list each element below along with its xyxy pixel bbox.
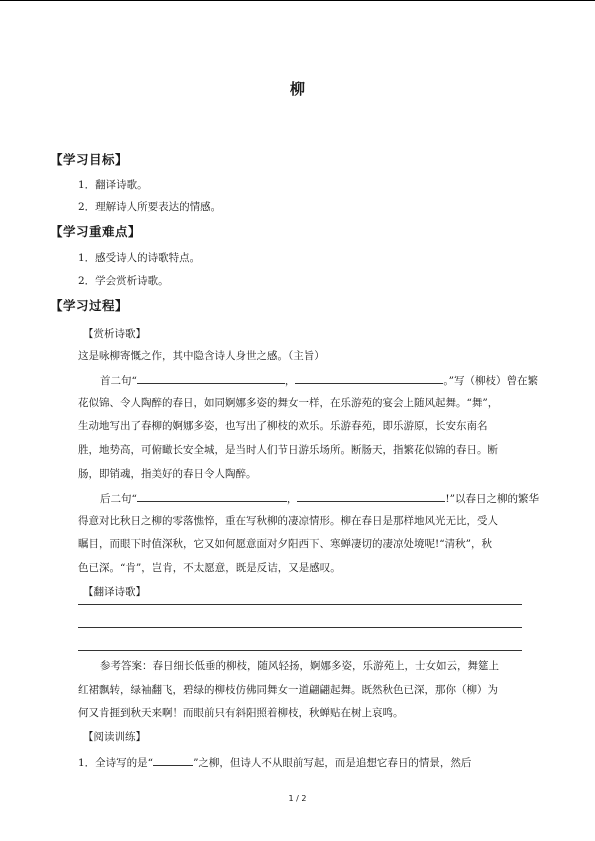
para1-line-1: 花似锦、令人陶醉的春日，如同婀娜多姿的舞女一样，在乐游苑的宴会上随风起舞。“舞”， xyxy=(78,397,499,409)
page-title: 柳 xyxy=(289,80,305,98)
key-item-2: 2．学会赏析诗歌。 xyxy=(78,275,169,287)
para1-line-4: 肠，即销魂，指美好的春日令人陶醉。 xyxy=(78,468,257,480)
para1-line-2: 生动地写出了春柳的婀娜多姿，也写出了柳枝的欢乐。乐游春苑，即乐游原，长安东南名 xyxy=(78,420,488,432)
para1-first-line xyxy=(100,371,538,388)
answer-line-2[interactable] xyxy=(78,627,522,628)
para2-lead: 后二句“ xyxy=(100,493,137,505)
para2-close: !”以春日之柳的繁华 xyxy=(445,493,539,505)
para1-blank-1[interactable] xyxy=(137,371,285,384)
header-rule xyxy=(0,0,595,1)
para2-comma: ， xyxy=(286,493,298,505)
reference-line-2: 红裙飘转，绿袖翻飞，碧绿的柳枝仿佛同舞女一道翩翩起舞。既然秋色已深，那你（柳）为 xyxy=(78,684,498,696)
para2-blank-2[interactable] xyxy=(297,489,445,502)
para2-first-line xyxy=(100,489,539,506)
q1-lead: 1．全诗写的是“ xyxy=(78,757,154,769)
para1-lead: 首二句“ xyxy=(100,375,137,387)
reading-label: 【阅读训练】 xyxy=(83,731,146,743)
goal-item-1: 1．翻译诗歌。 xyxy=(78,179,148,191)
para1-close: 。”写（柳枝）曾在繁 xyxy=(443,375,538,387)
para1-comma: ， xyxy=(284,375,296,387)
section-heading-process: 【学习过程】 xyxy=(50,298,129,313)
key-item-1: 1．感受诗人的诗歌特点。 xyxy=(78,252,201,264)
para1-blank-2[interactable] xyxy=(295,371,443,384)
para2-line-2: 瞩目，而眼下时值深秋，它又如何愿意面对夕阳西下、寒蝉凄切的凄凉处境呢!“清秋”，秋 xyxy=(78,538,492,550)
q1-close: ”之柳，但诗人不从眼前写起，而是追想它春日的情景，然后 xyxy=(193,757,472,769)
section-heading-goals: 【学习目标】 xyxy=(50,152,129,167)
reference-line-3: 何又肯捱到秋天来啊！而眼前只有斜阳照着柳枝，秋蝉贴在树上哀鸣。 xyxy=(78,707,404,719)
theme-line: 这是咏柳寄慨之作，其中隐含诗人身世之感。（主旨） xyxy=(78,350,325,362)
para1-line-3: 胜，地势高，可俯瞰长安全城，是当时人们节日游乐场所。断肠天，指繁花似锦的春日。断 xyxy=(78,444,498,456)
goal-item-2: 2．理解诗人所要表达的情感。 xyxy=(78,201,222,213)
section-heading-key-points: 【学习重难点】 xyxy=(50,224,142,239)
page-number: 1 / 2 xyxy=(288,794,307,803)
answer-line-1[interactable] xyxy=(78,604,522,605)
appreciate-label: 【赏析诗歌】 xyxy=(83,328,146,340)
para2-blank-1[interactable] xyxy=(137,489,287,502)
para2-line-3: 色已深。“肯”，岂肯，不太愿意，既是反诘，又是感叹。 xyxy=(78,562,341,574)
reference-line-1: 参考答案：春日细长低垂的柳枝，随风轻扬，婀娜多姿，乐游苑上，士女如云，舞筵上 xyxy=(100,660,499,672)
para2-line-1: 得意对比秋日之柳的零落憔悴，重在写秋柳的凄凉情形。柳在春日是那样地风光无比，受人 xyxy=(78,515,498,527)
question-1 xyxy=(78,753,471,770)
translate-label: 【翻译诗歌】 xyxy=(83,586,146,598)
answer-line-3[interactable] xyxy=(78,650,522,651)
q1-blank[interactable] xyxy=(153,753,193,766)
